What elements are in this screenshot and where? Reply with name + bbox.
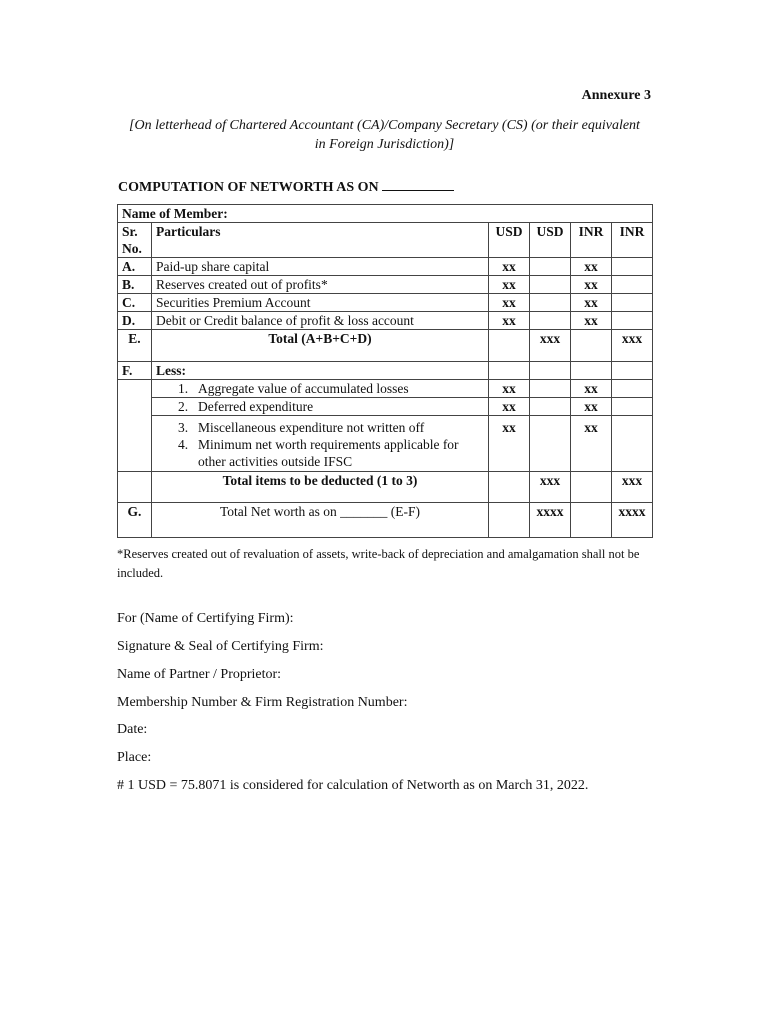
page-title xyxy=(118,177,454,196)
field-date: Date: xyxy=(117,722,148,737)
annexure-label: Annexure 3 xyxy=(581,88,651,103)
letterhead-line-2: in Foreign Jurisdiction)] xyxy=(314,137,455,152)
row-label: Debit or Credit balance of profit & loss account xyxy=(152,312,489,330)
less-item-inr-1: xx xyxy=(571,380,612,398)
row-label: Paid-up share capital xyxy=(152,258,489,276)
less-row xyxy=(118,362,653,380)
letterhead-note xyxy=(117,116,652,154)
row-inr-2 xyxy=(612,276,653,294)
less-item-usd-2 xyxy=(530,416,571,472)
total-g-label-blank: _______ xyxy=(340,504,388,519)
less-sr: F. xyxy=(118,362,152,380)
total-deducted-usd-2: xxx xyxy=(530,472,571,503)
row-sr: B. xyxy=(118,276,152,294)
less-inr-1 xyxy=(571,362,612,380)
total-g-label-post: (E-F) xyxy=(390,504,421,519)
col-header-inr-1: INR xyxy=(571,223,612,258)
total-deducted-usd-1 xyxy=(489,472,530,503)
row-usd-2 xyxy=(530,258,571,276)
less-item-number: 4. xyxy=(178,437,189,452)
row-inr-1: xx xyxy=(571,312,612,330)
total-g-sr: G. xyxy=(118,503,152,538)
less-item-label: Deferred expenditure xyxy=(198,399,314,414)
total-g-row xyxy=(118,503,653,538)
total-deducted-inr-1 xyxy=(571,472,612,503)
less-item-usd-2 xyxy=(530,380,571,398)
total-g-usd-2: xxxx xyxy=(530,503,571,538)
row-inr-2 xyxy=(612,294,653,312)
row-usd-1: xx xyxy=(489,312,530,330)
less-usd-1 xyxy=(489,362,530,380)
field-certifying-firm: For (Name of Certifying Firm): xyxy=(117,611,294,626)
less-item-inr-2 xyxy=(612,398,653,416)
total-e-inr-2: xxx xyxy=(612,330,653,362)
row-usd-2 xyxy=(530,294,571,312)
less-item-usd-1: xx xyxy=(489,380,530,398)
row-inr-1: xx xyxy=(571,294,612,312)
field-partner-name: Name of Partner / Proprietor: xyxy=(117,667,282,682)
col-header-sr: Sr. No. xyxy=(118,223,152,258)
less-item-inr-1: xx xyxy=(571,398,612,416)
reserves-footnote: *Reserves created out of revaluation of assets, write-back of depreciation and amalgamation shall not be included. xyxy=(117,547,640,580)
total-e-usd-2: xxx xyxy=(530,330,571,362)
letterhead-line-1: [On letterhead of Chartered Accountant (CA)/Company Secretary (CS) (or their equivalent xyxy=(129,118,640,133)
row-inr-1: xx xyxy=(571,276,612,294)
row-label: Securities Premium Account xyxy=(152,294,489,312)
less-inr-2 xyxy=(612,362,653,380)
less-item-label: Miscellaneous expenditure not written off xyxy=(198,420,425,435)
less-item-number: 1. xyxy=(178,381,189,396)
row-sr: D. xyxy=(118,312,152,330)
less-item xyxy=(152,380,489,398)
less-label: Less: xyxy=(152,362,489,380)
row-inr-2 xyxy=(612,312,653,330)
row-usd-1: xx xyxy=(489,258,530,276)
less-item-sr xyxy=(118,416,152,472)
total-e-row xyxy=(118,330,653,362)
date-blank xyxy=(382,177,454,191)
total-deducted-sr xyxy=(118,472,152,503)
col-header-usd-2: USD xyxy=(530,223,571,258)
less-item-usd-2 xyxy=(530,398,571,416)
less-item-sr xyxy=(118,398,152,416)
total-g-label-pre: Total Net worth as on xyxy=(219,504,337,519)
page-title-text: COMPUTATION OF NETWORTH AS ON xyxy=(118,180,379,195)
less-item-number: 2. xyxy=(178,399,189,414)
total-deducted-inr-2: xxx xyxy=(612,472,653,503)
less-item xyxy=(152,416,489,472)
col-header-usd-1: USD xyxy=(489,223,530,258)
row-usd-1: xx xyxy=(489,276,530,294)
total-deducted-row xyxy=(118,472,653,503)
row-inr-2 xyxy=(612,258,653,276)
total-e-label: Total (A+B+C+D) xyxy=(152,330,489,362)
less-usd-2 xyxy=(530,362,571,380)
row-label: Reserves created out of profits* xyxy=(152,276,489,294)
less-item-label: Minimum net worth requirements applicable for other activities outside IFSC xyxy=(198,437,459,469)
row-usd-2 xyxy=(530,312,571,330)
exchange-rate-note: # 1 USD = 75.8071 is considered for calculation of Networth as on March 31, 2022. xyxy=(117,778,589,793)
field-membership-number: Membership Number & Firm Registration Number: xyxy=(117,695,408,710)
table-row xyxy=(118,258,653,276)
less-item-row xyxy=(118,416,653,472)
row-inr-1: xx xyxy=(571,258,612,276)
name-of-member: Name of Member: xyxy=(118,205,653,223)
less-item-usd-1: xx xyxy=(489,416,530,472)
less-item-number: 3. xyxy=(178,420,189,435)
less-item-inr-1: xx xyxy=(571,416,612,472)
row-usd-1: xx xyxy=(489,294,530,312)
total-g-inr-1 xyxy=(571,503,612,538)
total-e-inr-1 xyxy=(571,330,612,362)
col-header-particulars: Particulars xyxy=(152,223,489,258)
table-row xyxy=(118,276,653,294)
total-g-inr-2: xxxx xyxy=(612,503,653,538)
less-item xyxy=(152,398,489,416)
table-row xyxy=(118,294,653,312)
row-sr: A. xyxy=(118,258,152,276)
less-item-label: Aggregate value of accumulated losses xyxy=(198,381,409,396)
field-signature-seal: Signature & Seal of Certifying Firm: xyxy=(117,639,324,654)
less-item-sr xyxy=(118,380,152,398)
row-usd-2 xyxy=(530,276,571,294)
col-header-inr-2: INR xyxy=(612,223,653,258)
less-item-inr-2 xyxy=(612,380,653,398)
less-item-row xyxy=(118,380,653,398)
total-e-sr: E. xyxy=(118,330,152,362)
less-item-row xyxy=(118,398,653,416)
total-g-label xyxy=(152,503,489,538)
total-e-usd-1 xyxy=(489,330,530,362)
table-row xyxy=(118,312,653,330)
networth-table xyxy=(117,204,653,538)
row-sr: C. xyxy=(118,294,152,312)
total-g-usd-1 xyxy=(489,503,530,538)
total-deducted-label: Total items to be deducted (1 to 3) xyxy=(152,472,489,503)
field-place: Place: xyxy=(117,750,152,765)
member-row xyxy=(118,205,653,223)
less-item-usd-1: xx xyxy=(489,398,530,416)
less-item-inr-2 xyxy=(612,416,653,472)
header-row xyxy=(118,223,653,258)
